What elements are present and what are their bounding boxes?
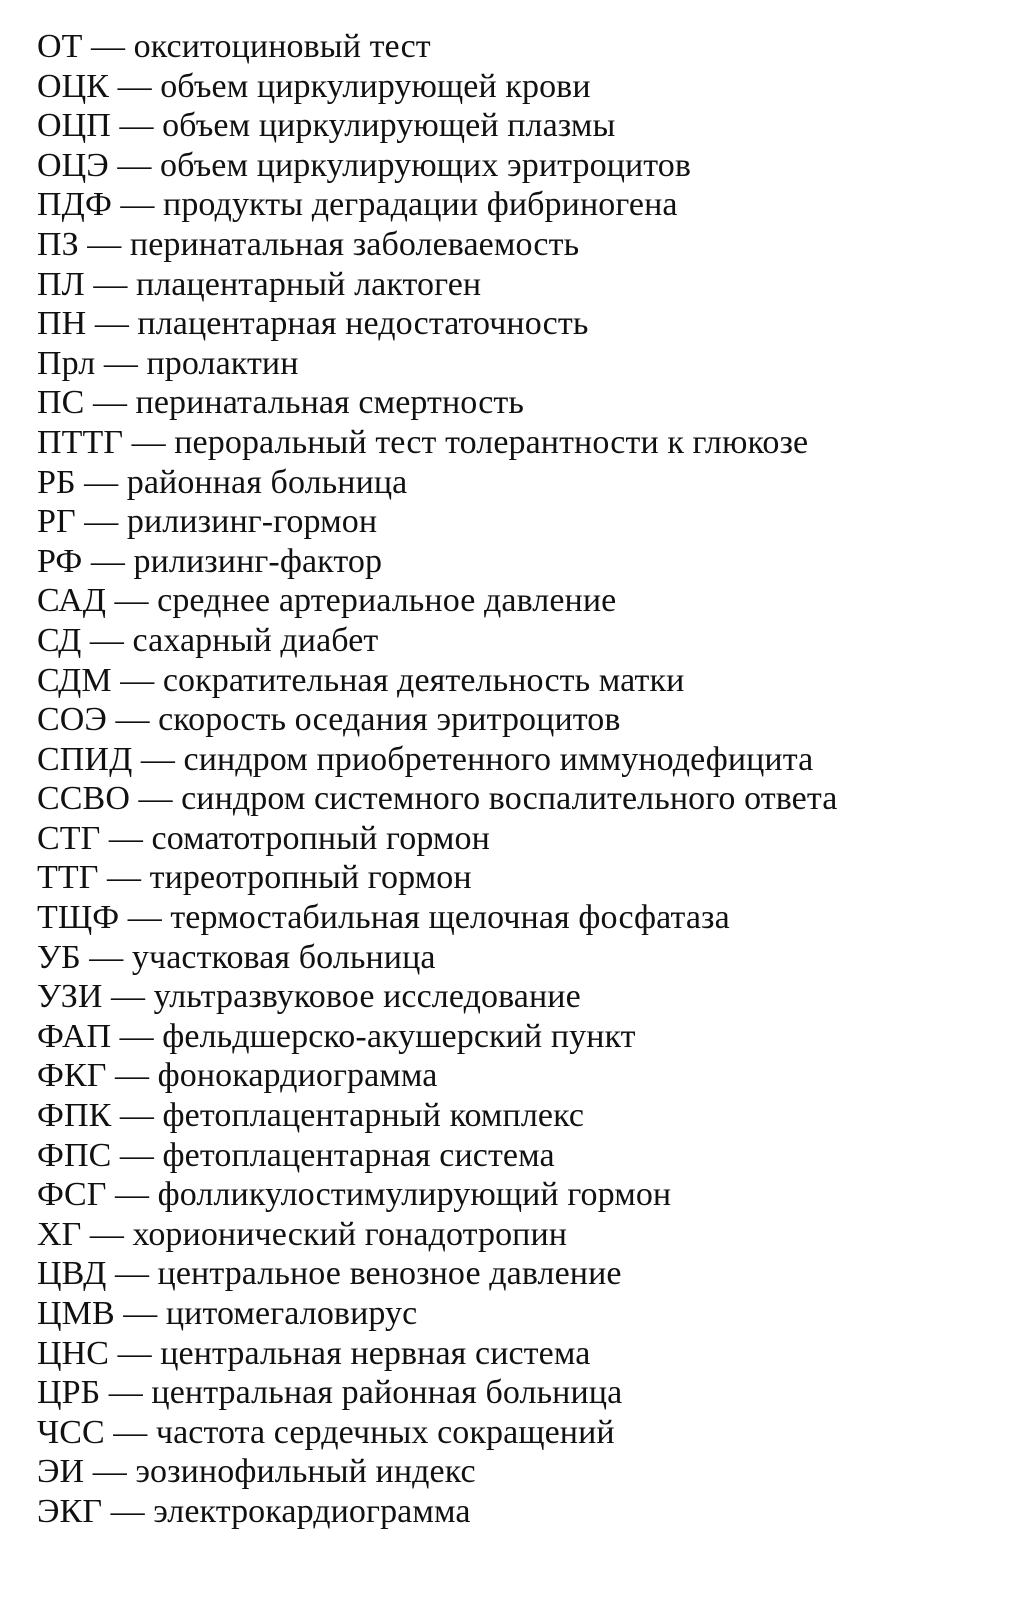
abbreviation-definition: районная больница <box>126 463 408 501</box>
abbreviation-definition: центральная районная больница <box>151 1374 623 1412</box>
abbreviation-term: ОЦЭ <box>37 146 109 184</box>
abbreviation-definition: скорость оседания эритроцитов <box>158 701 621 739</box>
abbreviation-term: ФКГ <box>37 1057 107 1095</box>
abbreviation-list <box>37 27 1007 1532</box>
abbreviation-term: СДМ <box>37 661 112 699</box>
abbreviation-term: СПИД <box>37 740 133 778</box>
abbreviation-entry <box>37 977 1007 1017</box>
dash-separator: — <box>114 1255 150 1293</box>
abbreviation-term: ТТГ <box>37 859 99 897</box>
abbreviation-term: ФСГ <box>37 1176 107 1214</box>
abbreviation-entry <box>37 383 1007 423</box>
abbreviation-entry <box>37 898 1007 938</box>
abbreviation-entry <box>37 265 1007 305</box>
dash-separator: — <box>119 1097 155 1135</box>
abbreviation-term: УЗИ <box>37 978 103 1016</box>
dash-separator: — <box>111 978 146 1016</box>
abbreviation-entry <box>37 1056 1007 1096</box>
abbreviation-definition: сократительная деятельность матки <box>162 661 685 699</box>
abbreviation-term: ПЛ <box>37 265 85 303</box>
abbreviation-definition: тиреотропный гормон <box>149 859 472 897</box>
abbreviation-term: ЭИ <box>37 1453 85 1491</box>
dash-separator: — <box>84 463 119 501</box>
abbreviation-entry <box>37 1413 1007 1453</box>
abbreviation-definition: перинатальная смертность <box>135 384 524 422</box>
dash-separator: — <box>114 582 149 620</box>
abbreviation-entry <box>37 463 1007 503</box>
abbreviation-entry <box>37 661 1007 701</box>
abbreviation-definition: электрокардиограмма <box>153 1492 471 1530</box>
abbreviation-entry <box>37 819 1007 859</box>
dash-separator: — <box>92 1453 127 1491</box>
abbreviation-entry <box>37 225 1007 265</box>
abbreviation-entry <box>37 700 1007 740</box>
abbreviation-entry <box>37 621 1007 661</box>
dash-separator: — <box>117 67 152 105</box>
abbreviation-entry <box>37 1096 1007 1136</box>
abbreviation-definition: фельдшерско-акушерский пункт <box>162 1017 636 1055</box>
abbreviation-term: СТГ <box>37 819 101 857</box>
dash-separator: — <box>93 265 128 303</box>
abbreviation-entry <box>37 1334 1007 1374</box>
abbreviation-entry <box>37 1294 1007 1334</box>
dash-separator: — <box>120 186 155 224</box>
abbreviation-entry <box>37 67 1007 107</box>
abbreviation-entry <box>37 1215 1007 1255</box>
abbreviation-term: Прл <box>37 344 96 382</box>
dash-separator: — <box>84 503 119 541</box>
abbreviation-definition: объем циркулирующих эритроцитов <box>159 146 692 184</box>
abbreviation-entry <box>37 740 1007 780</box>
dash-separator: — <box>119 1136 155 1174</box>
dash-separator: — <box>89 938 124 976</box>
abbreviation-term: ФАП <box>37 1017 112 1055</box>
abbreviation-definition: фонокардиограмма <box>157 1057 438 1095</box>
abbreviation-entry <box>37 1175 1007 1215</box>
dash-separator: — <box>91 28 126 65</box>
abbreviation-term: УБ <box>37 938 81 976</box>
abbreviation-entry <box>37 1373 1007 1413</box>
abbreviation-term: ЦНС <box>37 1334 110 1372</box>
abbreviation-definition: рилизинг-фактор <box>133 542 383 580</box>
dash-separator: — <box>89 621 124 659</box>
abbreviation-entry <box>37 146 1007 186</box>
abbreviation-entry <box>37 938 1007 978</box>
abbreviation-entry <box>37 106 1007 146</box>
abbreviation-entry <box>37 1492 1007 1532</box>
dash-separator: — <box>108 1374 143 1412</box>
abbreviation-entry <box>37 423 1007 463</box>
abbreviation-term: ССВО <box>37 780 130 818</box>
abbreviation-term: ОТ <box>37 28 83 65</box>
abbreviation-term: ОЦК <box>37 67 110 105</box>
dash-separator: — <box>119 107 154 145</box>
abbreviation-definition: частота сердечных сокращений <box>155 1413 615 1451</box>
abbreviation-entry <box>37 185 1007 225</box>
abbreviation-definition: объем циркулирующей крови <box>160 67 591 105</box>
abbreviation-definition: сахарный диабет <box>132 621 379 659</box>
abbreviation-definition: рилизинг-гормон <box>126 503 378 541</box>
abbreviation-definition: пероральный тест толерантности к глюкозе <box>174 423 809 461</box>
abbreviation-term: САД <box>37 582 107 620</box>
dash-separator: — <box>119 1017 154 1055</box>
abbreviation-definition: фетоплацентарный комплекс <box>162 1097 585 1135</box>
abbreviation-entry <box>37 344 1007 384</box>
abbreviation-definition: пролактин <box>146 344 299 382</box>
abbreviation-definition: эозинофильный индекс <box>135 1453 476 1491</box>
abbreviation-term: ЦВД <box>37 1255 107 1293</box>
dash-separator: — <box>94 305 129 343</box>
abbreviation-definition: соматотропный гормон <box>151 819 490 857</box>
dash-separator: — <box>113 1413 148 1451</box>
dash-separator: — <box>138 780 173 818</box>
abbreviation-definition: окситоциновый тест <box>133 28 431 65</box>
abbreviation-term: ПДФ <box>37 186 112 224</box>
abbreviation-term: СОЭ <box>37 701 107 739</box>
abbreviation-definition: плацентарная недостаточность <box>137 305 589 343</box>
abbreviation-term: ПТТГ <box>37 423 124 461</box>
abbreviation-entry <box>37 304 1007 344</box>
abbreviation-term: РФ <box>37 542 83 580</box>
abbreviation-entry <box>37 1452 1007 1492</box>
abbreviation-definition: хорионический гонадотропин <box>132 1215 568 1253</box>
dash-separator: — <box>108 819 144 857</box>
abbreviation-term: ТЩФ <box>37 899 120 937</box>
abbreviation-definition: плацентарный лактоген <box>135 265 482 303</box>
abbreviation-term: ПН <box>37 305 87 343</box>
dash-separator: — <box>87 225 122 263</box>
abbreviation-definition: объем циркулирующей плазмы <box>162 107 616 145</box>
abbreviation-definition: центральное венозное давление <box>157 1255 622 1293</box>
dash-separator: — <box>115 1057 150 1095</box>
dash-separator: — <box>117 1334 152 1372</box>
abbreviation-entry <box>37 502 1007 542</box>
abbreviation-term: ФПС <box>37 1136 112 1174</box>
abbreviation-term: ПС <box>37 384 85 422</box>
dash-separator: — <box>140 740 175 778</box>
abbreviation-entry <box>37 858 1007 898</box>
abbreviation-term: ЧСС <box>37 1413 105 1451</box>
abbreviation-definition: среднее артериальное давление <box>157 582 617 620</box>
abbreviation-term: ЭКГ <box>37 1492 103 1530</box>
abbreviation-definition: продукты деградации фибриногена <box>163 186 678 224</box>
dash-separator: — <box>107 859 142 897</box>
abbreviation-definition: термостабильная щелочная фосфатаза <box>170 899 730 937</box>
dash-separator: — <box>110 1492 145 1530</box>
abbreviation-definition: фолликулостимулирующий гормон <box>157 1176 672 1214</box>
abbreviation-definition: участковая больница <box>131 938 436 976</box>
dash-separator: — <box>117 146 152 184</box>
abbreviation-term: СД <box>37 621 82 659</box>
abbreviation-definition: перинатальная заболеваемость <box>129 225 580 263</box>
abbreviation-term: ПЗ <box>37 225 79 263</box>
dash-separator: — <box>131 423 166 461</box>
abbreviation-term: ФПК <box>37 1097 112 1135</box>
dash-separator: — <box>127 899 162 937</box>
abbreviation-term: РБ <box>37 463 76 501</box>
abbreviation-term: РГ <box>37 503 76 541</box>
abbreviation-definition: синдром системного воспалительного ответа <box>181 780 838 818</box>
dash-separator: — <box>89 1215 125 1253</box>
abbreviation-entry <box>37 27 1007 67</box>
abbreviation-entry <box>37 581 1007 621</box>
dash-separator: — <box>123 1295 158 1332</box>
abbreviation-term: ЦРБ <box>37 1374 101 1412</box>
dash-separator: — <box>120 661 155 699</box>
dash-separator: — <box>115 1176 150 1214</box>
abbreviation-definition: синдром приобретенного иммунодефицита <box>183 740 814 778</box>
dash-separator: — <box>103 344 138 382</box>
dash-separator: — <box>92 384 128 422</box>
dash-separator: — <box>90 542 125 580</box>
abbreviation-definition: фетоплацентарная система <box>162 1136 555 1174</box>
abbreviation-definition: центральная нервная система <box>160 1334 591 1372</box>
abbreviation-entry <box>37 779 1007 819</box>
abbreviation-term: ХГ <box>37 1215 82 1253</box>
dash-separator: — <box>115 701 150 739</box>
abbreviation-entry <box>37 542 1007 582</box>
abbreviation-entry <box>37 1254 1007 1294</box>
abbreviation-entry <box>37 1017 1007 1057</box>
abbreviation-term: ЦМВ <box>37 1295 115 1332</box>
abbreviation-entry <box>37 1136 1007 1176</box>
abbreviation-term: ОЦП <box>37 107 111 145</box>
abbreviation-definition: ультразвуковое исследование <box>153 978 581 1016</box>
abbreviation-definition: цитомегаловирус <box>165 1295 418 1332</box>
